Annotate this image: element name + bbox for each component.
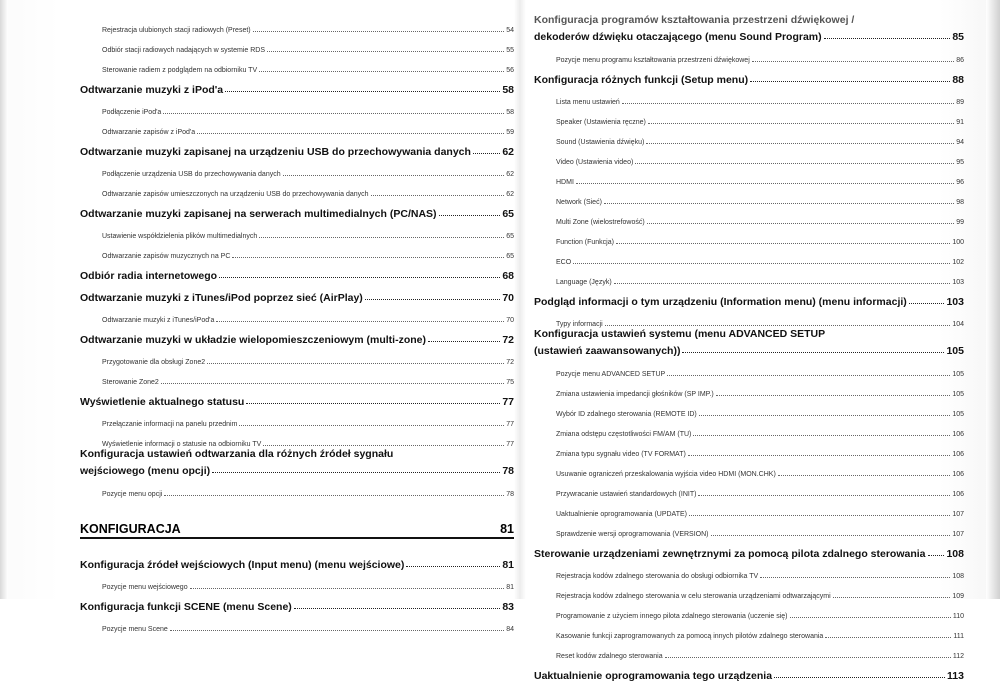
toc-page-number: 81: [506, 584, 514, 591]
dot-leader: [616, 243, 950, 244]
toc-subentry[interactable]: [534, 458, 964, 478]
toc-page-number: 110: [952, 613, 964, 620]
dot-leader: [259, 237, 504, 238]
toc-subentry[interactable]: [534, 498, 964, 518]
section-page-number: 81: [500, 522, 514, 536]
dot-leader: [833, 597, 951, 598]
dot-leader: [263, 445, 504, 446]
dot-leader: [909, 303, 945, 304]
toc-subentry[interactable]: [534, 146, 964, 166]
section-title: KONFIGURACJA: [80, 522, 181, 536]
toc-subentry[interactable]: [534, 44, 964, 64]
toc-subentry[interactable]: [80, 116, 514, 136]
toc-page-number: 106: [952, 491, 964, 498]
dot-leader: [365, 299, 501, 300]
toc-entry-label: Odtwarzanie muzyki zapisanej na urządzeniu USB do przechowywania danych: [80, 146, 471, 158]
dot-leader: [614, 283, 951, 284]
dot-leader: [750, 81, 950, 82]
toc-section-heading: [80, 516, 514, 539]
toc-page-number: 72: [506, 359, 514, 366]
toc-page-number: 99: [956, 219, 964, 226]
toc-page-number: 83: [502, 601, 514, 613]
toc-entry-label: Pozycje menu ADVANCED SETUP: [556, 371, 666, 378]
dot-leader: [294, 608, 501, 609]
toc-page-number: 77: [506, 441, 514, 448]
toc-page-number: 72: [502, 334, 514, 346]
toc-subentry[interactable]: [534, 418, 964, 438]
dot-leader: [667, 375, 950, 376]
toc-entry-label-line1: Konfiguracja ustawień systemu (menu ADVANCED SETUP: [534, 328, 826, 340]
toc-entry[interactable]: [80, 260, 514, 282]
dot-leader: [682, 352, 944, 353]
toc-entry-label: Reset kodów zdalnego sterowania: [556, 653, 663, 660]
toc-page-number: 65: [506, 253, 514, 260]
toc-entry-label: Odtwarzanie muzyki z iTunes/iPod'a: [102, 317, 215, 324]
toc-entry[interactable]: [534, 286, 964, 308]
dot-leader: [163, 113, 504, 114]
toc-page-number: 95: [956, 159, 964, 166]
toc-entry-label: Usuwanie ograniczeń przeskalowania wyjścia video HDMI (MON.CHK): [556, 471, 776, 478]
toc-subentry[interactable]: [80, 366, 514, 386]
toc-page-number: 86: [956, 57, 964, 64]
dot-leader: [573, 263, 950, 264]
toc-entry-label: Przełączanie informacji na panelu przednim: [102, 421, 238, 428]
toc-entry-multiline[interactable]: [80, 448, 514, 478]
toc-entry-label: Language (Język): [556, 279, 612, 286]
toc-entry[interactable]: [80, 282, 514, 304]
toc-subentry[interactable]: [534, 560, 964, 580]
toc-page-number: 58: [506, 109, 514, 116]
toc-page-number: 113: [947, 670, 964, 682]
toc-subentry[interactable]: [534, 358, 964, 378]
toc-page-number: 109: [952, 593, 964, 600]
toc-page-number: 62: [502, 146, 514, 158]
toc-entry-label: Sterowanie Zone2: [102, 379, 159, 386]
toc-page-number: 106: [952, 471, 964, 478]
toc-page-number: 54: [506, 27, 514, 34]
toc-left-entries-top: [80, 14, 514, 498]
toc-subentry[interactable]: [534, 86, 964, 106]
toc-page-number: 58: [502, 84, 514, 96]
dot-leader: [760, 577, 950, 578]
toc-page-number: 105: [952, 411, 964, 418]
toc-subentry[interactable]: [80, 613, 514, 633]
toc-entry-label: wejściowego (menu opcji): [80, 465, 211, 477]
toc-entry-label: Odtwarzanie zapisów muzycznych na PC: [102, 253, 231, 260]
toc-entry[interactable]: [80, 136, 514, 158]
toc-entry-label: Sterowanie radiem z podglądem na odbiorniku TV: [102, 67, 258, 74]
toc-page-number: 105: [952, 391, 964, 398]
dot-leader: [647, 223, 955, 224]
toc-entry-label: Kasowanie funkcji zaprogramowanych za pomocą innych pilotów zdalnego sterowania: [556, 633, 824, 640]
toc-page-number: 105: [952, 371, 964, 378]
toc-entry-label: Podłączenie iPod'a: [102, 109, 162, 116]
dot-leader: [259, 71, 504, 72]
toc-page-number: 105: [946, 345, 964, 357]
toc-page-number: 84: [506, 626, 514, 633]
toc-left-entries-bottom: [80, 549, 514, 633]
dot-leader: [267, 51, 504, 52]
toc-page-number: 78: [506, 491, 514, 498]
toc-entry-label: Odtwarzanie muzyki zapisanej na serwerach multimedialnych (PC/NAS): [80, 208, 437, 220]
toc-page-number: 112: [952, 653, 964, 660]
dot-leader: [239, 425, 504, 426]
toc-left-column: [80, 14, 514, 633]
toc-entry[interactable]: [80, 324, 514, 346]
dot-leader: [648, 123, 954, 124]
toc-entry-label: Multi Zone (wielostrefowość): [556, 219, 645, 226]
toc-entry-multiline[interactable]: [534, 328, 964, 358]
toc-page-number: 70: [502, 292, 514, 304]
page-binding-gutter: [514, 0, 526, 599]
toc-page-number: 96: [956, 179, 964, 186]
toc-subentry[interactable]: [534, 378, 964, 398]
toc-entry[interactable]: [80, 549, 514, 571]
toc-entry-label: Video (Ustawienia video): [556, 159, 634, 166]
toc-page-number: 56: [506, 67, 514, 74]
toc-subentry[interactable]: [534, 126, 964, 146]
toc-subentry[interactable]: [80, 96, 514, 116]
dot-leader: [219, 277, 500, 278]
toc-entry-label: Konfiguracja źródeł wejściowych (Input menu) (menu wejściowe): [80, 559, 405, 571]
toc-entry-label: Pozycje menu programu kształtowania przestrzeni dźwiękowej: [556, 57, 750, 64]
toc-entry-label: Sound (Ustawienia dźwięku): [556, 139, 645, 146]
dot-leader: [253, 31, 505, 32]
dot-leader: [752, 61, 954, 62]
dot-leader: [665, 657, 951, 658]
dot-leader: [689, 515, 950, 516]
dot-leader: [698, 495, 950, 496]
toc-subentry[interactable]: [534, 620, 964, 640]
toc-subentry[interactable]: [534, 246, 964, 266]
toc-entry-label: HDMI: [556, 179, 574, 186]
toc-subentry[interactable]: [80, 34, 514, 54]
toc-entry-label: Przywracanie ustawień standardowych (INIT): [556, 491, 697, 498]
toc-page-number: 77: [506, 421, 514, 428]
toc-subentry[interactable]: [534, 478, 964, 498]
toc-page-number: 81: [502, 559, 514, 571]
toc-subentry[interactable]: [80, 54, 514, 74]
dot-leader: [711, 535, 951, 536]
toc-entry-label: Odbiór radia internetowego: [80, 270, 218, 282]
toc-entry-label: Uaktualnienie oprogramowania tego urządzenia: [534, 670, 773, 682]
toc-page-number: 103: [952, 279, 964, 286]
toc-entry-label: Pozycje menu opcji: [102, 491, 163, 498]
toc-entry-label: dekoderów dźwięku otaczającego (menu Sound Program): [534, 31, 822, 43]
dot-leader: [473, 153, 500, 154]
dot-leader: [605, 325, 951, 326]
toc-page-number: 107: [952, 511, 964, 518]
toc-subentry[interactable]: [80, 304, 514, 324]
dot-leader: [216, 321, 504, 322]
toc-entry-label-line1: Konfiguracja programów kształtowania przestrzeni dźwiękowej /: [534, 14, 855, 26]
toc-entry-label: Przygotowanie dla obsługi Zone2: [102, 359, 206, 366]
dot-leader: [790, 617, 951, 618]
dot-leader: [622, 103, 954, 104]
toc-entry[interactable]: [534, 64, 964, 86]
toc-entry[interactable]: [80, 461, 514, 477]
dot-leader: [576, 183, 954, 184]
toc-page-number: 70: [506, 317, 514, 324]
toc-subentry[interactable]: [534, 206, 964, 226]
toc-subentry[interactable]: [80, 346, 514, 366]
toc-entry-label: Podłączenie urządzenia USB do przechowywania danych: [102, 171, 281, 178]
dot-leader: [428, 341, 500, 342]
dot-leader: [161, 383, 504, 384]
toc-entry[interactable]: [80, 74, 514, 96]
dot-leader: [197, 133, 504, 134]
dot-leader: [825, 637, 951, 638]
toc-entry[interactable]: [534, 660, 964, 682]
toc-page-number: 91: [956, 119, 964, 126]
toc-entry-label: Odbiór stacji radiowych nadających w systemie RDS: [102, 47, 266, 54]
toc-page-number: 68: [502, 270, 514, 282]
toc-page-number: 111: [953, 633, 964, 640]
dot-leader: [283, 175, 505, 176]
toc-entry-label: Zmiana odstępu częstotliwości FM/AM (TU): [556, 431, 692, 438]
dot-leader: [928, 555, 945, 556]
toc-page-number: 106: [952, 431, 964, 438]
toc-subentry[interactable]: [534, 308, 964, 328]
toc-entry-label: Wyświetlenie informacji o statusie na odbiorniku TV: [102, 441, 262, 448]
dot-leader: [778, 475, 951, 476]
toc-page-number: 108: [946, 548, 964, 560]
dot-leader: [246, 403, 500, 404]
dot-leader: [164, 495, 504, 496]
toc-entry-label: Pozycje menu wejściowego: [102, 584, 188, 591]
toc-page-number: 75: [506, 379, 514, 386]
dot-leader: [190, 588, 505, 589]
toc-entry-label: Konfiguracja różnych funkcji (Setup menu): [534, 74, 749, 86]
dot-leader: [693, 435, 950, 436]
toc-page-number: 104: [952, 321, 964, 328]
toc-page-number: 103: [946, 296, 964, 308]
toc-page-number: 65: [506, 233, 514, 240]
toc-entry[interactable]: [534, 538, 964, 560]
dot-leader: [824, 38, 951, 39]
toc-page-number: 98: [956, 199, 964, 206]
toc-right-column: [534, 14, 964, 682]
toc-page-number: 94: [956, 139, 964, 146]
toc-entry-label: Rejestracja ulubionych stacji radiowych (Preset): [102, 27, 251, 34]
dot-leader: [170, 630, 504, 631]
toc-subentry[interactable]: [534, 600, 964, 620]
toc-subentry[interactable]: [534, 266, 964, 286]
dot-leader: [646, 143, 954, 144]
toc-entry-label: (ustawień zaawansowanych)): [534, 345, 681, 357]
toc-subentry[interactable]: [534, 580, 964, 600]
dot-leader: [699, 415, 951, 416]
dot-leader: [371, 195, 505, 196]
toc-page-number: 78: [502, 465, 514, 477]
toc-entry-label: Podgląd informacji o tym urządzeniu (Information menu) (menu informacji): [534, 296, 907, 308]
dot-leader: [225, 91, 500, 92]
toc-entry-label: Sprawdzenie wersji oprogramowania (VERSION): [556, 531, 709, 538]
toc-entry[interactable]: [80, 198, 514, 220]
page-right-edge-shadow: [986, 0, 1000, 599]
toc-page-number: 85: [952, 31, 964, 43]
dot-leader: [207, 363, 504, 364]
toc-entry-label: Network (Sieć): [556, 199, 602, 206]
dot-leader: [774, 677, 945, 678]
toc-subentry[interactable]: [80, 408, 514, 428]
toc-subentry[interactable]: [80, 178, 514, 198]
toc-subentry[interactable]: [534, 106, 964, 126]
toc-entry-label-line1: Konfiguracja ustawień odtwarzania dla różnych źródeł sygnału: [80, 448, 394, 460]
toc-subentry[interactable]: [534, 226, 964, 246]
dot-leader: [212, 472, 500, 473]
toc-page-number: 62: [506, 171, 514, 178]
toc-entry[interactable]: [80, 386, 514, 408]
toc-subentry[interactable]: [534, 640, 964, 660]
toc-entry-label: Function (Funkcja): [556, 239, 614, 246]
toc-subentry[interactable]: [80, 571, 514, 591]
toc-right-entries: [534, 14, 964, 682]
toc-subentry[interactable]: [80, 14, 514, 34]
toc-subentry[interactable]: [80, 240, 514, 260]
toc-subentry[interactable]: [534, 166, 964, 186]
page-left-edge-shadow: [0, 0, 8, 599]
toc-page-number: 108: [952, 573, 964, 580]
toc-subentry[interactable]: [80, 220, 514, 240]
toc-entry[interactable]: [80, 591, 514, 613]
toc-entry-label: Uaktualnienie oprogramowania (UPDATE): [556, 511, 687, 518]
toc-page-number: 107: [952, 531, 964, 538]
toc-entry-label: ECO: [556, 259, 572, 266]
toc-subentry[interactable]: [534, 186, 964, 206]
toc-page-number: 77: [502, 396, 514, 408]
toc-entry-label: Wyświetlenie aktualnego statusu: [80, 396, 245, 408]
toc-entry-label: Odtwarzanie muzyki w układzie wielopomieszczeniowym (multi-zone): [80, 334, 426, 346]
toc-entry-label: Typy informacji: [556, 321, 603, 328]
dot-leader: [604, 203, 954, 204]
toc-page-number: 88: [952, 74, 964, 86]
toc-entry[interactable]: [534, 341, 964, 357]
toc-page-number: 102: [952, 259, 964, 266]
toc-entry-label: Wybór ID zdalnego sterowania (REMOTE ID): [556, 411, 697, 418]
toc-entry[interactable]: [534, 27, 964, 43]
toc-subentry[interactable]: [534, 398, 964, 418]
dot-leader: [406, 566, 500, 567]
toc-page-number: 89: [956, 99, 964, 106]
dot-leader: [716, 395, 951, 396]
toc-entry-label: Pozycje menu Scene: [102, 626, 168, 633]
toc-subentry[interactable]: [80, 428, 514, 448]
toc-entry-label: Programowanie z użyciem innego pilota zdalnego sterowania (uczenie się): [556, 613, 788, 620]
toc-entry-label: Speaker (Ustawienia ręczne): [556, 119, 646, 126]
toc-page-number: 106: [952, 451, 964, 458]
toc-entry-label: Konfiguracja funkcji SCENE (menu Scene): [80, 601, 292, 613]
toc-entry-label: Rejestracja kodów zdalnego sterowania do obsługi odbiornika TV: [556, 573, 759, 580]
toc-page-number: 100: [952, 239, 964, 246]
toc-entry-label: Odtwarzanie muzyki z iTunes/iPod poprzez sieć (AirPlay): [80, 292, 363, 304]
toc-entry-label: Odtwarzanie muzyki z iPod'a: [80, 84, 224, 96]
toc-subentry[interactable]: [534, 438, 964, 458]
toc-entry-label: Zmiana ustawienia impedancji głośników (SP IMP.): [556, 391, 714, 398]
toc-entry-label: Odtwarzanie zapisów z iPod'a: [102, 129, 196, 136]
toc-entry-label: Ustawienie współdzielenia plików multimedialnych: [102, 233, 258, 240]
toc-subentry[interactable]: [80, 158, 514, 178]
toc-entry-label: Lista menu ustawień: [556, 99, 620, 106]
toc-entry-label: Zmiana typu sygnału video (TV FORMAT): [556, 451, 686, 458]
toc-subentry[interactable]: [80, 478, 514, 498]
toc-entry-label: Sterowanie urządzeniami zewnętrznymi za pomocą pilota zdalnego sterowania: [534, 548, 926, 560]
toc-entry-multiline[interactable]: [534, 14, 964, 44]
toc-page-number: 55: [506, 47, 514, 54]
toc-page-number: 59: [506, 129, 514, 136]
dot-leader: [439, 215, 501, 216]
dot-leader: [635, 163, 954, 164]
toc-subentry[interactable]: [534, 518, 964, 538]
toc-page-number: 62: [506, 191, 514, 198]
toc-entry-label: Rejestracja kodów zdalnego sterowania w celu sterowania urządzeniami odtwarzającymi: [556, 593, 831, 600]
toc-entry-label: Odtwarzanie zapisów umieszczonych na urządzeniu USB do przechowywania danych: [102, 191, 369, 198]
dot-leader: [688, 455, 951, 456]
dot-leader: [232, 257, 504, 258]
toc-page-number: 65: [502, 208, 514, 220]
